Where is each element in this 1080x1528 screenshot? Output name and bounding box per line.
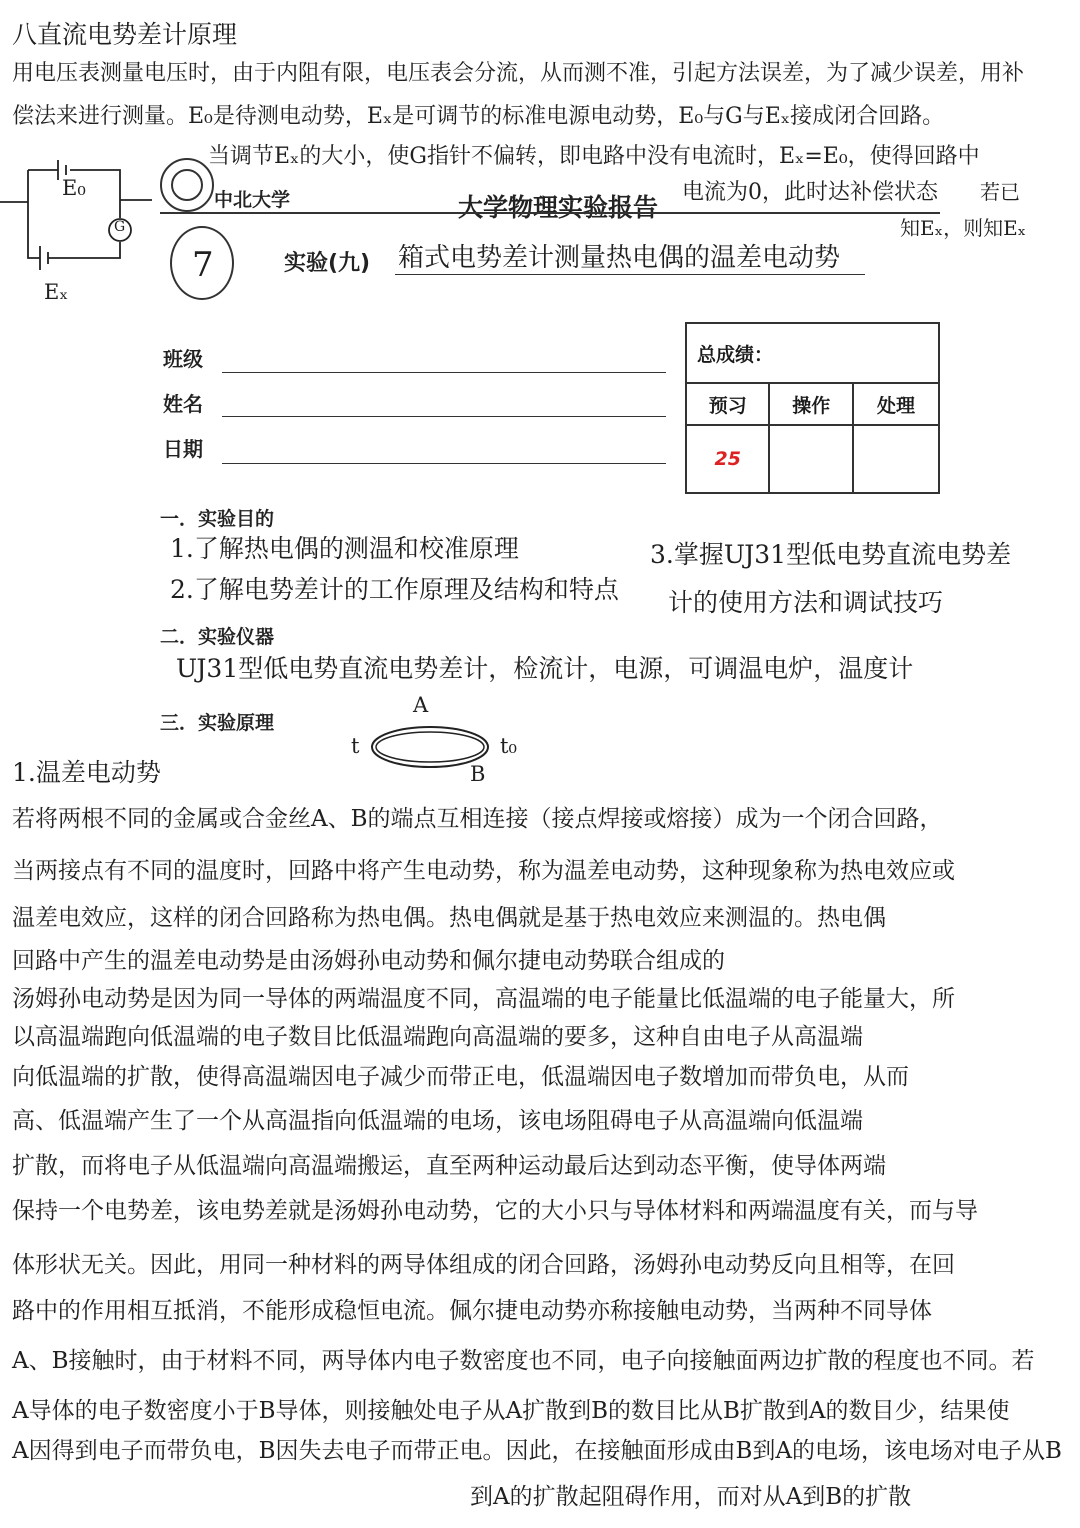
principle-heading: 三．实验原理 <box>160 712 275 734</box>
name-field <box>222 416 666 417</box>
paragraph-line: 若将两根不同的金属或合金丝A、B的端点互相连接（接点焊接或熔接）成为一个闭合回路， <box>12 806 943 832</box>
paragraph-line: A因得到电子而带负电，B因失去电子而带正电。因此，在接触面形成由B到A的电场，该电场对电子从B <box>12 1438 1062 1464</box>
diagram-label-t0: t₀ <box>500 734 517 758</box>
experiment-title: 箱式电势差计测量热电偶的温差电动势 <box>398 243 841 273</box>
paragraph-line: 到A的扩散起阻碍作用，而对从A到B的扩散 <box>470 1484 912 1510</box>
operation-header: 操作 <box>769 383 852 425</box>
purpose-item-3: 3.掌握UJ31型低电势直流电势差 <box>650 540 1012 569</box>
purpose-item-1: 1.了解热电偶的测温和校准原理 <box>170 534 519 563</box>
score-table <box>685 322 940 494</box>
circuit-label-g: G <box>114 219 126 235</box>
report-title: 大学物理实验报告 <box>458 193 659 222</box>
circuit-label-top: E₀ <box>62 176 86 200</box>
circled-number <box>170 226 234 300</box>
notes-line-1: 用电压表测量电压时，由于内阻有限，电压表会分流，从而测不准，引起方法误差，为了减少误差，用补 <box>12 61 1025 86</box>
paragraph-line: 向低温端的扩散，使得高温端因电子减少而带正电，低温端因电子数增加而带负电，从而 <box>12 1064 909 1090</box>
paragraph-line: 当两接点有不同的温度时，回路中将产生电动势，称为温差电动势，这种现象称为热电效应或 <box>12 858 955 884</box>
operation-score <box>769 425 852 493</box>
diagram-label-a: A <box>413 693 429 717</box>
instruments-heading: 二．实验仪器 <box>160 626 275 648</box>
preview-header: 预习 <box>686 383 769 425</box>
diagram-label-t: t <box>351 734 360 758</box>
paragraph-line: 体形状无关。因此，用同一种材料的两导体组成的闭合回路，汤姆孙电动势反向且相等，在回 <box>12 1252 955 1278</box>
name-label: 姓名 <box>163 392 203 416</box>
preview-score: 25 <box>686 425 769 493</box>
university-name: 中北大学 <box>214 189 291 211</box>
paragraph-line: A导体的电子数密度小于B导体，则接触处电子从A扩散到B的数目比从B扩散到A的数目少，结果使 <box>12 1398 1010 1424</box>
circuit-label-bottom: Eₓ <box>44 280 69 304</box>
processing-score <box>853 425 939 493</box>
paragraph-line: 保持一个电势差，该电势差就是汤姆孙电动势，它的大小只与导体材料和两端温度有关，而与导 <box>12 1198 978 1224</box>
purpose-item-2: 2.了解电势差计的工作原理及结构和特点 <box>170 575 619 604</box>
paragraph-line: A、B接触时，由于材料不同，两导体内电子数密度也不同，电子向接触面两边扩散的程度也不同。若 <box>12 1348 1035 1374</box>
side-note-3: 若已 <box>980 180 1020 204</box>
principle-subheading: 1.温差电动势 <box>12 758 161 787</box>
diagram-label-b: B <box>470 762 486 786</box>
instruments-text: UJ31型低电势直流电势差计，检流计，电源，可调温电炉，温度计 <box>176 654 914 683</box>
date-field <box>222 463 666 464</box>
notes-line-2: 偿法来进行测量。E₀是待测电动势，Eₓ是可调节的标准电源电动势，E₀与G与Eₓ接成闭合回路。 <box>12 104 945 129</box>
compensation-circuit-diagram <box>0 140 160 300</box>
university-logo <box>160 158 214 212</box>
paragraph-line: 温差电效应，这样的闭合回路称为热电偶。热电偶就是基于热电效应来测温的。热电偶 <box>12 905 886 931</box>
side-note-1: 当调节Eₓ的大小，使G指针不偏转，即电路中没有电流时，Eₓ=E₀，使得回路中 <box>208 144 980 169</box>
purpose-heading: 一．实验目的 <box>160 508 275 530</box>
paragraph-line: 高、低温端产生了一个从高温指向低温端的电场，该电场阻碍电子从高温端向低温端 <box>12 1108 863 1134</box>
paragraph-line: 路中的作用相互抵消，不能形成稳恒电流。佩尔捷电动势亦称接触电动势，当两种不同导体 <box>12 1298 932 1324</box>
circled-number-text: 7 <box>192 245 214 285</box>
processing-header: 处理 <box>853 383 939 425</box>
paragraph-line: 以高温端跑向低温端的电子数目比低温端跑向高温端的要多，这种自由电子从高温端 <box>12 1024 863 1050</box>
purpose-item-3-cont: 计的使用方法和调试技巧 <box>668 588 944 617</box>
header-divider <box>160 212 940 214</box>
total-score-label: 总成绩： <box>686 323 939 383</box>
side-note-4: 知Eₓ，则知Eₓ <box>900 216 1027 240</box>
experiment-prefix: 实验(九) <box>284 251 371 276</box>
paragraph-line: 回路中产生的温差电动势是由汤姆孙电动势和佩尔捷电动势联合组成的 <box>12 948 725 974</box>
class-field <box>222 372 666 373</box>
notes-title: 八直流电势差计原理 <box>12 20 238 49</box>
paragraph-line: 扩散，而将电子从低温端向高温端搬运，直至两种运动最后达到动态平衡，使导体两端 <box>12 1153 886 1179</box>
side-note-2: 电流为0，此时达补偿状态 <box>682 180 938 205</box>
date-label: 日期 <box>163 437 203 461</box>
class-label: 班级 <box>163 347 203 371</box>
experiment-title-underline <box>395 274 865 275</box>
paragraph-line: 汤姆孙电动势是因为同一导体的两端温度不同，高温端的电子能量比低温端的电子能量大，所 <box>12 986 955 1012</box>
